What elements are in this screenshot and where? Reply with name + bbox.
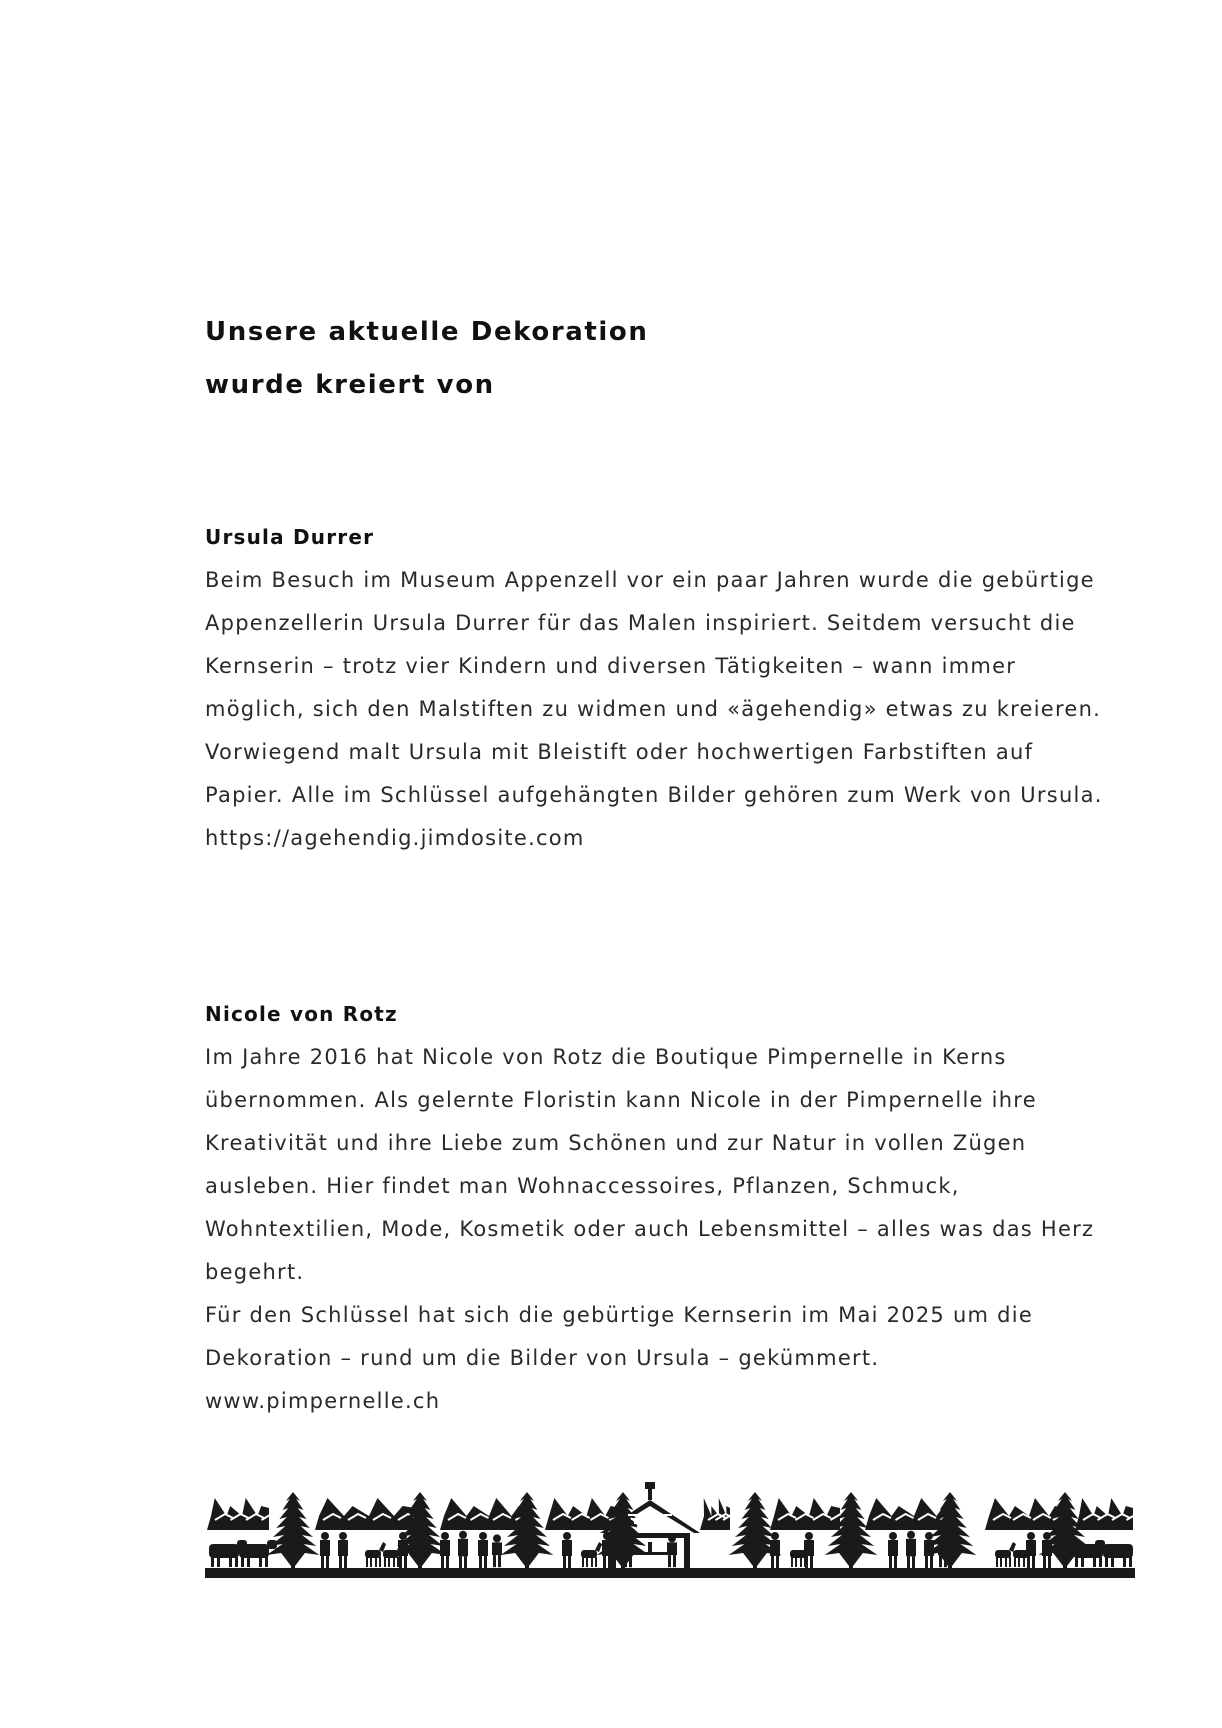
fir-tree: [267, 1492, 320, 1566]
body-line: möglich, sich den Malstiften zu widmen und «ägehendig» etwas zu kreieren.: [205, 697, 1102, 721]
tree-trunk: [1063, 1556, 1067, 1568]
person-body: [1042, 1540, 1052, 1556]
person-leg: [479, 1556, 482, 1568]
mountain-range: [207, 1498, 269, 1530]
person-head: [603, 1532, 611, 1540]
goat-leg: [586, 1557, 588, 1567]
person-head: [339, 1532, 347, 1540]
body-line: Vorwiegend malt Ursula mit Bleistift oder hochwertigen Farbstiften auf: [205, 740, 1034, 764]
goat-leg: [379, 1557, 381, 1567]
body-line: Appenzellerin Ursula Durrer für das Malen inspiriert. Seitdem versucht die: [205, 611, 1076, 635]
goat-leg: [375, 1557, 377, 1567]
section-body: [205, 559, 1165, 860]
person-head: [563, 1532, 571, 1540]
person-leg: [603, 1556, 606, 1568]
person-leg: [493, 1555, 496, 1567]
person-leg: [673, 1555, 676, 1567]
person-head: [907, 1531, 915, 1539]
person-leg: [464, 1556, 467, 1568]
person-head: [805, 1532, 813, 1540]
goat-leg: [370, 1557, 372, 1567]
goat-leg: [384, 1557, 386, 1567]
goat-leg: [397, 1557, 399, 1567]
tree-trunk: [525, 1556, 529, 1568]
cow-leg: [235, 1556, 238, 1567]
cow-leg: [1105, 1556, 1108, 1567]
person-leg: [399, 1556, 402, 1568]
section-body: [205, 1036, 1165, 1423]
cow-leg: [1093, 1556, 1096, 1567]
goat-body: [581, 1550, 597, 1558]
person-body: [770, 1540, 780, 1556]
person-leg: [939, 1555, 942, 1567]
person-body: [938, 1542, 948, 1555]
section-title: Ursula Durrer: [205, 525, 375, 549]
goat-leg: [1018, 1557, 1020, 1567]
person-body: [338, 1540, 348, 1556]
person-body: [1026, 1540, 1036, 1556]
person-leg: [404, 1556, 407, 1568]
person-body: [906, 1539, 916, 1557]
body-line: Wohntextilien, Mode, Kosmetik oder auch Lebensmittel – alles was das Herz: [205, 1217, 1095, 1241]
hut-roof-slat: [628, 1514, 672, 1516]
cow-body: [1103, 1544, 1133, 1558]
goat-leg: [1009, 1557, 1011, 1567]
person-head: [624, 1534, 632, 1542]
body-line: Für den Schlüssel hat sich die gebürtige Kernserin im Mai 2025 um die: [205, 1303, 1033, 1327]
person-head: [889, 1532, 897, 1540]
person-leg: [498, 1555, 501, 1567]
cow-leg: [265, 1556, 268, 1567]
goat-body: [383, 1550, 399, 1558]
goat-leg: [996, 1557, 998, 1567]
person-head: [1027, 1532, 1035, 1540]
mountain-range: [315, 1498, 415, 1530]
person-leg: [446, 1556, 449, 1568]
goat-body: [365, 1550, 381, 1558]
person-leg: [894, 1556, 897, 1568]
goat-leg: [595, 1557, 597, 1567]
person-leg: [624, 1555, 627, 1567]
person-head: [771, 1532, 779, 1540]
goat-head: [595, 1542, 602, 1552]
person-head: [1043, 1532, 1051, 1540]
person-leg: [930, 1556, 933, 1568]
person-head: [459, 1531, 467, 1539]
hut-bottle: [648, 1542, 652, 1552]
goat-leg: [1000, 1557, 1002, 1567]
person-body: [888, 1540, 898, 1556]
person-leg: [889, 1556, 892, 1568]
section-nicole-von-rotz: [205, 993, 1165, 1423]
hut-table: [632, 1552, 668, 1555]
person-leg: [944, 1555, 947, 1567]
body-line: ausleben. Hier findet man Wohnaccessoires, Pflanzen, Schmuck,: [205, 1174, 960, 1198]
goat-leg: [795, 1557, 797, 1567]
person-body: [562, 1540, 572, 1556]
body-line: Papier. Alle im Schlüssel aufgehängten Bilder gehören zum Werk von Ursula.: [205, 783, 1103, 807]
goat-leg: [800, 1557, 802, 1567]
cow-leg: [1129, 1556, 1132, 1567]
person-leg: [907, 1556, 910, 1568]
cow-leg: [211, 1556, 214, 1567]
goat-leg: [388, 1557, 390, 1567]
person-leg: [563, 1556, 566, 1568]
cow-leg: [1099, 1556, 1102, 1567]
person-leg: [441, 1556, 444, 1568]
person-body: [478, 1540, 488, 1556]
person-leg: [810, 1556, 813, 1568]
goat-leg: [791, 1557, 793, 1567]
cow-leg: [229, 1556, 232, 1567]
goat-leg: [393, 1557, 395, 1567]
person-body: [440, 1540, 450, 1556]
person-leg: [925, 1556, 928, 1568]
person-leg: [344, 1556, 347, 1568]
person-leg: [629, 1555, 632, 1567]
person-head: [925, 1532, 933, 1540]
person-leg: [1027, 1556, 1030, 1568]
goat-leg: [366, 1557, 368, 1567]
website-link[interactable]: https://agehendig.jimdosite.com: [205, 826, 585, 850]
person-head: [493, 1534, 501, 1542]
person-leg: [459, 1556, 462, 1568]
section-title: Nicole von Rotz: [205, 1002, 398, 1026]
body-line: Dekoration – rund um die Bilder von Ursula – gekümmert.: [205, 1346, 880, 1370]
hut-roof-slat: [631, 1518, 669, 1520]
goat-leg: [582, 1557, 584, 1567]
body-line: Kreativität und ihre Liebe zum Schönen und zur Natur in vollen Zügen: [205, 1131, 1027, 1155]
cow-leg: [1081, 1556, 1084, 1567]
person-leg: [805, 1556, 808, 1568]
tree-trunk: [418, 1556, 422, 1568]
person-leg: [1043, 1556, 1046, 1568]
cow-leg: [217, 1556, 220, 1567]
website-link[interactable]: www.pimpernelle.ch: [205, 1389, 441, 1413]
cow-leg: [247, 1556, 250, 1567]
person-body: [492, 1542, 502, 1555]
tree-trunk: [753, 1556, 757, 1568]
swiss-papercut-alpine-border-icon: [205, 1478, 1135, 1580]
cow-leg: [1075, 1556, 1078, 1567]
tree-trunk: [849, 1556, 853, 1568]
tree-trunk: [948, 1556, 952, 1568]
person-leg: [1032, 1556, 1035, 1568]
ground-strip: [205, 1568, 1135, 1578]
goat-body: [995, 1550, 1011, 1558]
person-body: [458, 1539, 468, 1557]
heading-line-2: wurde kreiert von: [205, 370, 495, 400]
person-body: [924, 1540, 934, 1556]
page-heading: [205, 306, 649, 412]
goat-leg: [591, 1557, 593, 1567]
person-leg: [771, 1556, 774, 1568]
goat-leg: [1023, 1557, 1025, 1567]
body-line: begehrt.: [205, 1260, 305, 1284]
person-leg: [339, 1556, 342, 1568]
cow-body: [209, 1544, 239, 1558]
section-ursula-durrer: [205, 516, 1165, 860]
hut-roof-slat: [634, 1522, 666, 1524]
person-body: [623, 1542, 633, 1555]
cow-head: [1095, 1540, 1105, 1549]
person-head: [939, 1534, 947, 1542]
person-head: [479, 1532, 487, 1540]
hut-roof-slat: [637, 1526, 663, 1528]
person-body: [320, 1540, 330, 1556]
person-leg: [776, 1556, 779, 1568]
cow-leg: [1111, 1556, 1114, 1567]
goat-leg: [1014, 1557, 1016, 1567]
cow-leg: [259, 1556, 262, 1567]
person-leg: [484, 1556, 487, 1568]
cow-body: [239, 1544, 269, 1558]
person-leg: [1048, 1556, 1051, 1568]
person-head: [441, 1532, 449, 1540]
tree-trunk: [291, 1556, 295, 1568]
mountain-range: [1075, 1498, 1133, 1530]
goat-leg: [1005, 1557, 1007, 1567]
person-body: [667, 1542, 677, 1555]
person-head: [399, 1532, 407, 1540]
person-body: [804, 1540, 814, 1556]
person-leg: [326, 1556, 329, 1568]
body-line: Im Jahre 2016 hat Nicole von Rotz die Boutique Pimpernelle in Kerns: [205, 1045, 1007, 1069]
cow-head: [267, 1540, 277, 1549]
body-line: übernommen. Als gelernte Floristin kann Nicole in der Pimpernelle ihre: [205, 1088, 1037, 1112]
hut-ornament: [645, 1482, 655, 1489]
person-leg: [668, 1555, 671, 1567]
person-body: [398, 1540, 408, 1556]
person-head: [321, 1532, 329, 1540]
hut-beam: [610, 1533, 690, 1538]
body-line: Kernserin – trotz vier Kindern und diversen Tätigkeiten – wann immer: [205, 654, 1017, 678]
cow-head: [1065, 1540, 1075, 1549]
heading-line-1: Unsere aktuelle Dekoration: [205, 317, 649, 347]
person-head: [668, 1534, 676, 1542]
person-leg: [321, 1556, 324, 1568]
goat-body: [790, 1550, 806, 1558]
cow-leg: [1123, 1556, 1126, 1567]
body-line: Beim Besuch im Museum Appenzell vor ein paar Jahren wurde die gebürtige: [205, 568, 1095, 592]
person-leg: [568, 1556, 571, 1568]
cow-leg: [241, 1556, 244, 1567]
person-leg: [912, 1556, 915, 1568]
